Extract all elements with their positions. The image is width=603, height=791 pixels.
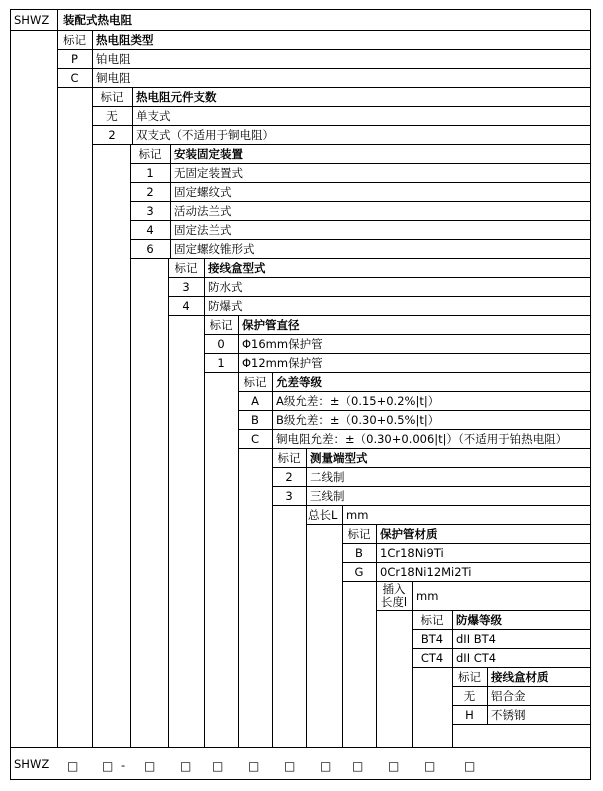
section-9-bottom-line [342,581,590,582]
option-label: 二线制 [310,470,345,484]
section-1-row-line [57,68,590,69]
option-label: B级允差：±（0.30+0.5%|t|） [276,413,440,427]
section-11-code-header: 标记 [420,613,444,627]
section-12-code-divider [487,667,488,724]
footer-top-line [10,747,590,748]
option-code: 1 [146,166,154,180]
section-4-bottom-line [168,315,590,316]
section-12-bottom-line [452,724,590,725]
section-3-row-line [130,182,590,183]
option-code: BT4 [420,632,444,646]
section-1-bottom-line [57,87,590,88]
section-9-row-line [342,543,590,544]
option-code: C [70,71,79,85]
header-divider [57,10,58,30]
section-2-row-line [92,125,590,126]
section-2-left-line [92,87,93,747]
section-11-row-line [412,648,590,649]
section-1-left-line [57,30,58,747]
section-4-code-divider [204,258,205,315]
code-box-10: □ [388,759,400,773]
section-2-bottom-line [92,144,590,145]
option-label: 铜电阻允差：±（0.30+0.006|t|）（不适用于铂热电阻） [276,432,568,446]
section-5-left-line [204,315,205,747]
option-label: 单支式 [136,109,171,123]
option-label: 0Cr18Ni12Mi2Ti [380,565,472,579]
section-6-row-line [238,429,590,430]
option-code: C [250,432,260,446]
option-label: 固定螺纹锥形式 [174,242,255,256]
section-5-title: 保护管直径 [242,318,300,332]
section-11-code-divider [452,610,453,667]
option-code: P [71,52,78,66]
section-2-code-divider [132,87,133,144]
option-label: dII CT4 [456,651,497,665]
section-12-row-line [452,686,590,687]
section-3-title: 安装固定装置 [174,147,243,161]
option-label: A级允差：±（0.15+0.2%|t|） [276,394,440,408]
section-5-code-divider [238,315,239,372]
header-model: SHWZ [14,13,50,27]
section-4-title: 接线盒型式 [208,261,266,275]
option-code: 3 [285,489,293,503]
section-6-row-line [238,391,590,392]
option-label: 双支式（不适用于铜电阻） [136,128,274,142]
footer-model: SHWZ [14,757,50,771]
option-label: 铂电阻 [96,52,131,66]
option-code: 2 [285,470,293,484]
section-9-title: 保护管材质 [380,527,438,541]
option-code: B [251,413,259,427]
footer-dash: - [121,758,126,772]
code-box-6: □ [248,759,260,773]
option-label: Φ16mm保护管 [242,337,323,351]
option-code: B [355,546,363,560]
option-code: A [251,394,259,408]
option-code: 无 [106,109,118,123]
section-5-code-header: 标记 [209,318,233,332]
section-8-bottom-line [306,524,590,525]
insert-length-label-1: 插入 [382,582,406,596]
option-label: 防爆式 [208,299,243,313]
section-12-row-line [452,705,590,706]
code-box-9: □ [352,759,364,773]
section-4-left-line [168,258,169,747]
option-code: 3 [146,204,154,218]
section-3-row-line [130,220,590,221]
section-4-row-line [168,296,590,297]
section-7-row-line [272,467,590,468]
option-label: 三线制 [310,489,345,503]
code-box-5: □ [212,759,224,773]
option-label: 无固定装置式 [174,166,243,180]
code-box-7: □ [284,759,296,773]
section-6-title: 允差等级 [276,375,322,389]
code-box-12: □ [464,759,476,773]
insert-length-label-2: 长度l [380,595,408,609]
option-label: 防水式 [208,280,243,294]
section-7-code-header: 标记 [277,451,301,465]
section-10-code-divider [412,581,413,610]
section-6-bottom-line [238,448,590,449]
section-9-code-divider [376,524,377,581]
section-1-code-header: 标记 [63,33,86,47]
section-6-row-line [238,410,590,411]
option-label: 不锈钢 [491,708,526,722]
code-box-11: □ [424,759,436,773]
section-2-row-line [92,106,590,107]
code-box-8: □ [320,759,332,773]
section-3-code-header: 标记 [138,147,162,161]
section-1-row-line [57,49,590,50]
section-8-code-divider [342,505,343,524]
code-box-4: □ [180,759,192,773]
section-3-row-line [130,239,590,240]
section-3-bottom-line [130,258,590,259]
option-code: 2 [146,185,154,199]
option-label: 活动法兰式 [174,204,232,218]
option-code: G [354,565,364,579]
section-7-title: 测量端型式 [310,451,368,465]
section-4-row-line [168,277,590,278]
section-7-bottom-line [272,505,590,506]
section-2-title: 热电阻元件支数 [136,90,217,104]
option-label: 1Cr18Ni9Ti [380,546,444,560]
section-5-row-line [204,334,590,335]
code-box-3: □ [144,759,156,773]
section-11-bottom-line [412,667,590,668]
section-4-code-header: 标记 [174,261,198,275]
total-length-unit: mm [346,508,369,522]
section-12-title: 接线盒材质 [491,670,549,684]
header-bottom-line [10,30,590,31]
section-11-title: 防爆等级 [456,613,502,627]
section-7-row-line [272,486,590,487]
option-label: 铜电阻 [96,71,131,85]
code-box-1: □ [67,759,79,773]
option-code: 3 [182,280,190,294]
section-1-code-divider [92,30,93,87]
section-11-left-line [412,610,413,747]
section-8-left-line [306,505,307,747]
header-title: 装配式热电阻 [63,13,132,27]
section-10-bottom-line [376,610,590,611]
total-length-label: 总长L [308,508,338,522]
section-9-row-line [342,562,590,563]
option-label: dII BT4 [456,632,496,646]
section-7-code-divider [306,448,307,505]
option-code: 4 [182,299,190,313]
section-3-row-line [130,201,590,202]
option-code: 无 [463,689,476,703]
section-5-row-line [204,353,590,354]
option-label: Φ12mm保护管 [242,356,323,370]
section-3-row-line [130,163,590,164]
section-2-code-header: 标记 [100,90,124,104]
option-code: 2 [108,128,116,142]
option-label: 固定螺纹式 [174,185,232,199]
option-label: 固定法兰式 [174,223,232,237]
option-label: 铝合金 [491,689,526,703]
option-code: 4 [146,223,154,237]
section-11-row-line [412,629,590,630]
section-12-code-header: 标记 [458,670,481,684]
section-9-code-header: 标记 [347,527,371,541]
section-6-code-header: 标记 [243,375,267,389]
option-code: 0 [217,337,225,351]
option-code: CT4 [420,651,444,665]
section-1-title: 热电阻类型 [96,33,154,47]
option-code: 1 [217,356,225,370]
option-code: 6 [146,242,154,256]
code-box-2: □ [102,759,114,773]
option-code: H [465,708,474,722]
section-5-bottom-line [204,372,590,373]
insert-length-unit: mm [416,589,439,603]
